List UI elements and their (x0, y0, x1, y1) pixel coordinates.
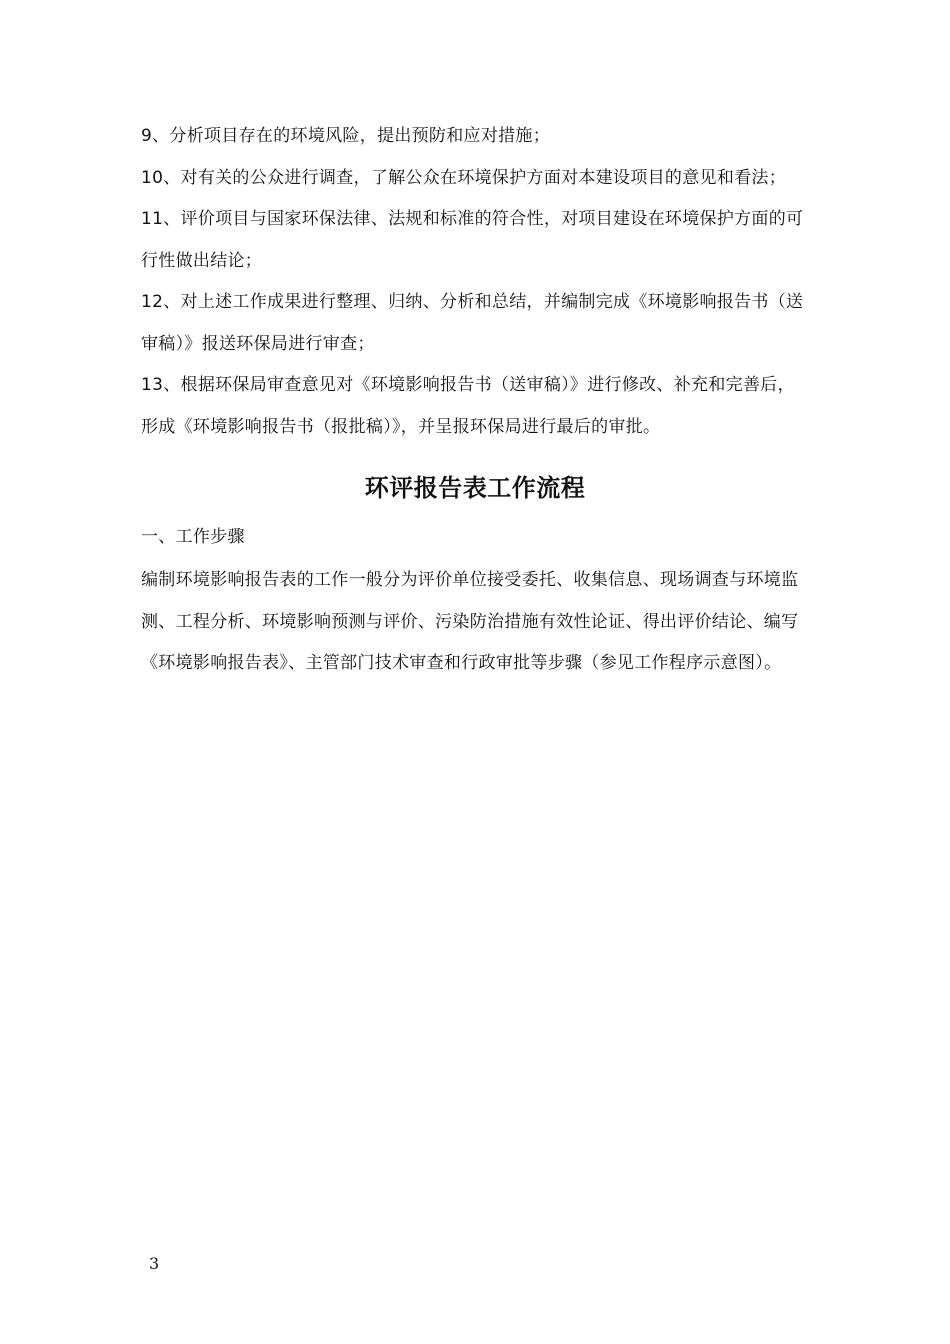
section-title: 环评报告表工作流程 (364, 474, 586, 502)
list-item-11: 11、评价项目与国家环保法律、法规和标准的符合性，对项目建设在环境保护方面的可行性做出结论； (141, 209, 804, 271)
list-item-10: 10、对有关的公众进行调查，了解公众在环境保护方面对本建设项目的意见和看法； (141, 167, 787, 188)
list-item-12: 12、对上述工作成果进行整理、归纳、分析和总结，并编制完成《环境影响报告书（送审稿）》报送环保局进行审查； (141, 292, 804, 354)
page-number: 3 (149, 1254, 160, 1273)
step-heading: 一、工作步骤 (141, 527, 245, 547)
list-item-9: 9、分析项目存在的环境风险，提出预防和应对措施； (141, 126, 551, 146)
page-content (141, 116, 809, 685)
section-body: 编制环境影响报告表的工作一般分为评价单位接受委托、收集信息、现场调查与环境监测、工程分析、环境影响预测与评价、污染防治措施有效性论证、得出评价结论、编写《环境影响报告表》、主管部门技术审查和行政审批等步骤（参见工作程序示意图）。 (141, 570, 799, 673)
list-item-13: 13、根据环保局审查意见对《环境影响报告书（送审稿）》进行修改、补充和完善后，形成《环境影响报告书（报批稿）》，并呈报环保局进行最后的审批。 (141, 375, 795, 437)
